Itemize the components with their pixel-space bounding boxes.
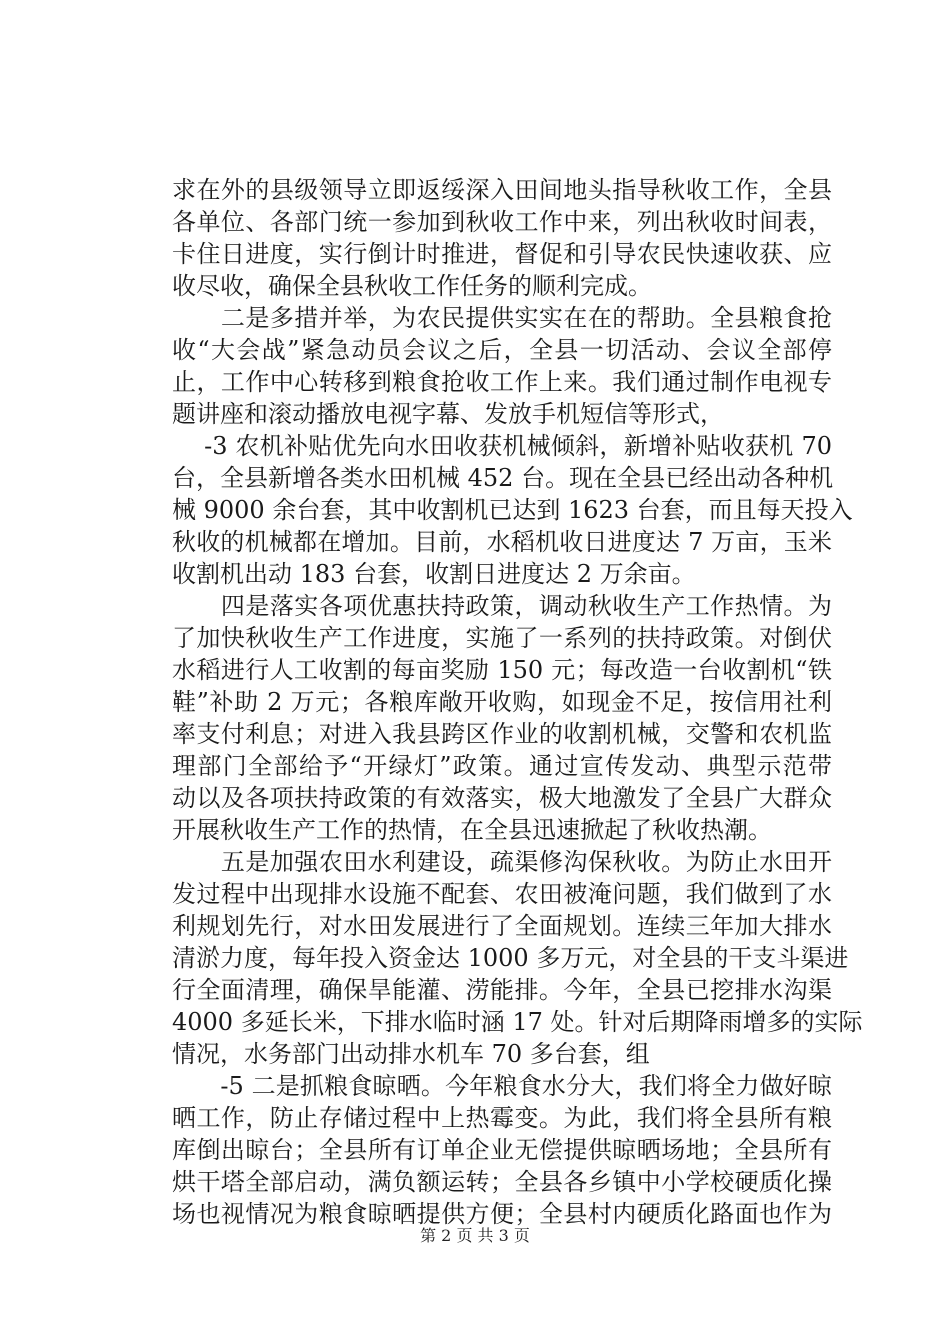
page-footer: 第 2 页 共 3 页	[420, 1226, 530, 1245]
text-line: 开展秋收生产工作的热情，在全县迅速掀起了秋收热潮。	[172, 816, 772, 844]
text-line: 求在外的县级领导立即返绥深入田间地头指导秋收工作，全县	[172, 176, 832, 204]
text-line: 了加快秋收生产工作进度，实施了一系列的扶持政策。对倒伏	[172, 624, 832, 652]
text-line: 收割机出动 183 台套，收割日进度达 2 万余亩。	[172, 560, 696, 588]
text-line: 库倒出晾台；全县所有订单企业无偿提供晾晒场地；全县所有	[172, 1136, 832, 1164]
text-line: 行全面清理，确保旱能灌、涝能排。今年，全县已挖排水沟渠	[172, 976, 832, 1004]
text-line: 台，全县新增各类水田机械 452 台。现在全县已经出动各种机	[172, 464, 834, 492]
document-body	[172, 174, 863, 1230]
text-line: 发过程中出现排水设施不配套、农田被淹问题，我们做到了水	[172, 880, 832, 908]
text-line: 率支付利息；对进入我县跨区作业的收割机械，交警和农机监	[172, 720, 832, 748]
text-line: -5 二是抓粮食晾晒。今年粮食水分大，我们将全力做好晾	[172, 1072, 832, 1100]
text-line: 四是落实各项优惠扶持政策，调动秋收生产工作热情。为	[172, 592, 832, 620]
text-line: 情况，水务部门出动排水机车 70 多台套，组	[172, 1040, 650, 1068]
text-line: 动以及各项扶持政策的有效落实，极大地激发了全县广大群众	[172, 784, 832, 812]
text-line: 烘干塔全部启动，满负额运转；全县各乡镇中小学校硬质化操	[172, 1168, 832, 1196]
text-line: 场也视情况为粮食晾晒提供方便；全县村内硬质化路面也作为	[172, 1200, 832, 1228]
text-line: 五是加强农田水利建设，疏渠修沟保秋收。为防止水田开	[172, 848, 832, 876]
text-line: -3 农机补贴优先向水田收获机械倾斜，新增补贴收获机 70	[172, 432, 832, 460]
text-line: 鞋”补助 2 万元；各粮库敞开收购，如现金不足，按信用社利	[172, 688, 832, 716]
text-line: 各单位、各部门统一参加到秋收工作中来，列出秋收时间表，	[172, 208, 832, 236]
text-line: 收“大会战”紧急动员会议之后，全县一切活动、会议全部停	[172, 336, 832, 364]
text-line: 止，工作中心转移到粮食抢收工作上来。我们通过制作电视专	[172, 368, 832, 396]
text-line: 晒工作，防止存储过程中上热霉变。为此，我们将全县所有粮	[172, 1104, 832, 1132]
text-line: 理部门全部给予“开绿灯”政策。通过宣传发动、典型示范带	[172, 752, 832, 780]
text-line: 收尽收，确保全县秋收工作任务的顺利完成。	[172, 272, 652, 300]
text-line: 水稻进行人工收割的每亩奖励 150 元；每改造一台收割机“铁	[172, 656, 832, 684]
text-line: 4000 多延长米，下排水临时涵 17 处。针对后期降雨增多的实际	[172, 1008, 863, 1036]
text-line: 械 9000 余台套，其中收割机已达到 1623 台套，而且每天投入	[172, 496, 853, 524]
text-line: 二是多措并举，为农民提供实实在在的帮助。全县粮食抢	[172, 304, 832, 332]
text-line: 清淤力度，每年投入资金达 1000 多万元，对全县的干支斗渠进	[172, 944, 849, 972]
text-line: 秋收的机械都在增加。目前，水稻机收日进度达 7 万亩，玉米	[172, 528, 832, 556]
text-line: 题讲座和滚动播放电视字幕、发放手机短信等形式，	[172, 400, 724, 428]
text-line: 利规划先行，对水田发展进行了全面规划。连续三年加大排水	[172, 912, 832, 940]
text-line: 卡住日进度，实行倒计时推进，督促和引导农民快速收获、应	[172, 240, 832, 268]
